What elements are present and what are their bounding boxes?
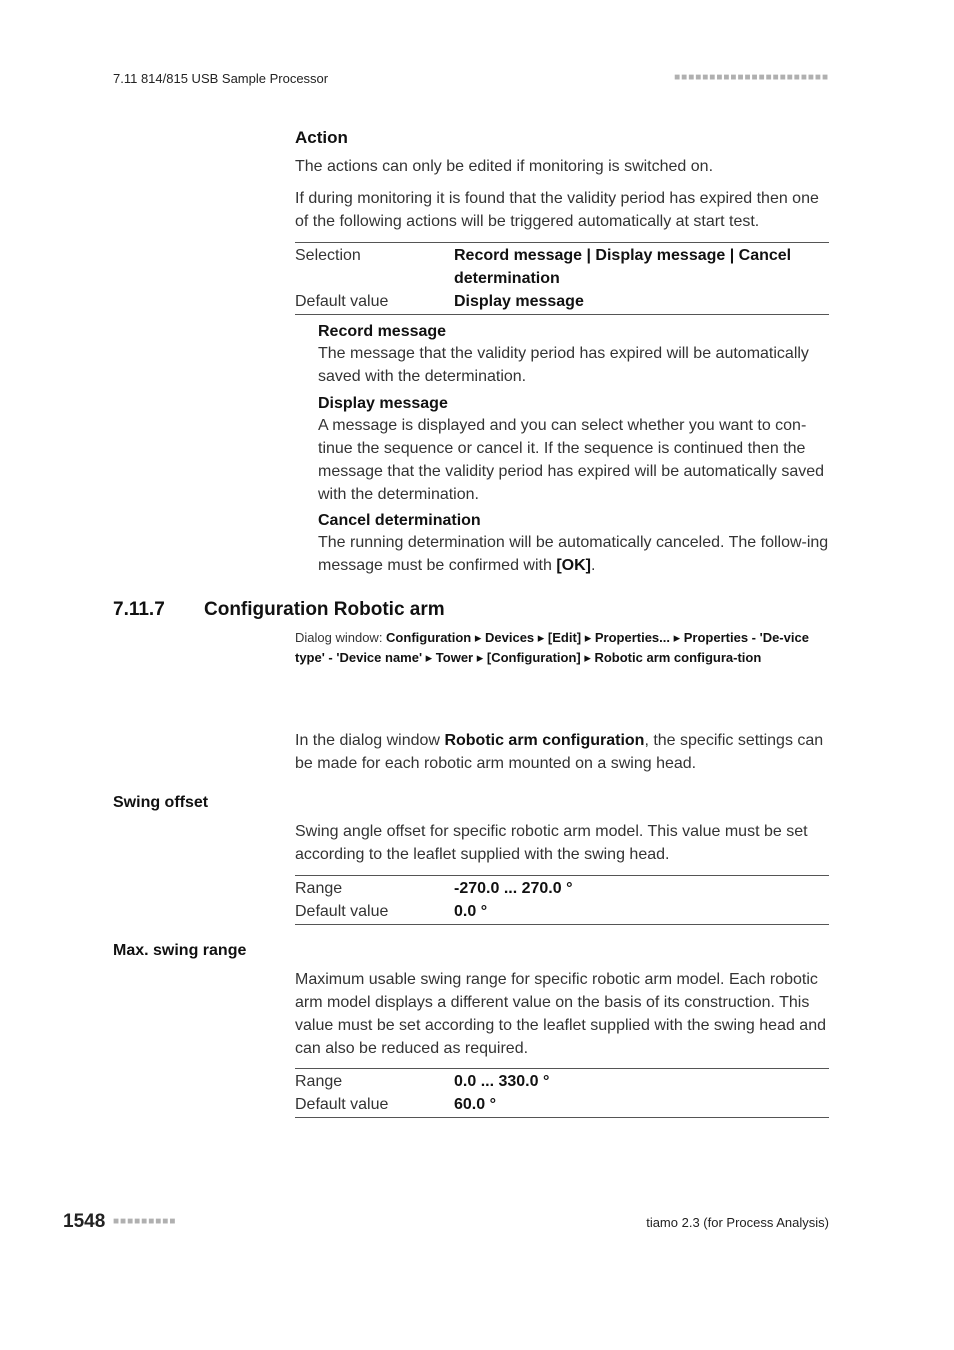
running-header-section: 7.11 814/815 USB Sample Processor (113, 71, 329, 86)
max-swing-range-default-label: Default value (295, 1096, 389, 1113)
action-paragraph-2: If during monitoring it is found that the validity period has expired then one of the following actions will be triggered automatically at start test. (295, 190, 819, 230)
selection-label: Selection (295, 247, 361, 264)
section-title: Configuration Robotic arm (204, 599, 445, 620)
swing-offset-default-label: Default value (295, 903, 389, 920)
max-swing-range-table (295, 1068, 829, 1118)
action-heading: Action (295, 128, 348, 147)
swing-offset-range-label: Range (295, 880, 343, 897)
page-number: 1548 (63, 1211, 106, 1232)
term-display-message-desc: A message is displayed and you can select whether you want to con-tinue the sequence or cancel it. If the sequence is continued then the message that the validity period has expired will be automatically saved with the determination. (318, 417, 825, 503)
section-number: 7.11.7 (113, 599, 165, 620)
default-value: Display message (454, 293, 584, 310)
max-swing-range-desc: Maximum usable swing range for specific robotic arm model. Each robotic arm model displays a different value on the basis of its construction. This value must be set according to the leaflet supplied with the swing head and can also be reduced as required. (295, 971, 826, 1057)
swing-offset-desc: Swing angle offset for specific robotic arm model. This value must be set according to the leaflet supplied with the swing head. (295, 823, 808, 863)
term-cancel-determination: Cancel determination (318, 512, 481, 529)
swing-offset-heading: Swing offset (113, 794, 209, 811)
max-swing-range-range-value: 0.0 ... 330.0 ° (454, 1073, 550, 1090)
action-paragraph-1: The actions can only be edited if monitoring is switched on. (295, 158, 714, 175)
term-record-message-desc: The message that the validity period has expired will be automatically saved with the determination. (318, 345, 809, 385)
section-intro: In the dialog window Robotic arm configuration, the specific settings can be made for each robotic arm mounted on a swing head. (295, 732, 824, 772)
default-value-label: Default value (295, 293, 389, 310)
swing-offset-table (295, 875, 829, 925)
dialog-path: Dialog window: Configuration ▸ Devices ▸ [Edit] ▸ Properties... ▸ Properties - 'De-vice type' - 'Device name' ▸ Tower ▸ [Configuration] ▸ Robotic arm configura-tion (295, 630, 809, 665)
term-cancel-determination-desc: The running determination will be automatically canceled. The follow-ing message must be confirmed with [OK]. (318, 534, 829, 574)
term-display-message: Display message (318, 395, 448, 412)
max-swing-range-heading: Max. swing range (113, 942, 247, 959)
selection-value: Record message | Display message | Cancel determination (454, 247, 792, 287)
footer-dots: ■■■■■■■■■ (113, 1216, 177, 1227)
swing-offset-default-value: 0.0 ° (454, 903, 488, 920)
action-property-table (295, 242, 829, 315)
swing-offset-range-value: -270.0 ... 270.0 ° (454, 880, 573, 897)
max-swing-range-default-value: 60.0 ° (454, 1096, 496, 1113)
term-record-message: Record message (318, 323, 447, 340)
running-header-dots: ■■■■■■■■■■■■■■■■■■■■■■ (674, 72, 829, 83)
max-swing-range-range-label: Range (295, 1073, 343, 1090)
footer-product: tiamo 2.3 (for Process Analysis) (646, 1215, 829, 1230)
